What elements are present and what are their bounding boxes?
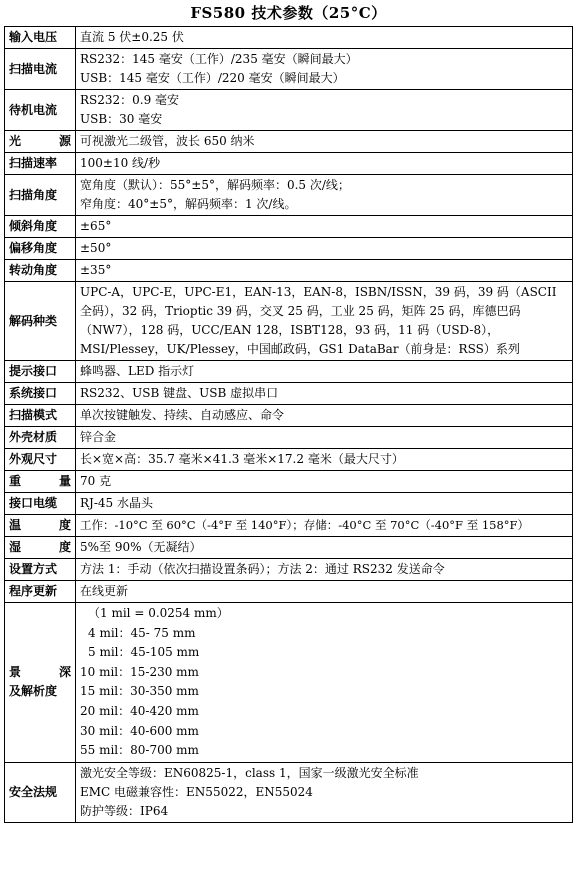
table-row [5, 383, 573, 405]
row-value: 直流 5 伏±0.25 伏 [76, 27, 573, 49]
table-row [5, 559, 573, 581]
row-label: 扫描电流 [5, 49, 76, 90]
row-label: 温 度 [5, 515, 76, 537]
row-value: RS232、USB 键盘、USB 虚拟串口 [76, 383, 573, 405]
row-value: 宽角度（默认）：55°±5°，解码频率：0.5 次/线； 窄角度：40°±5°，解码频率：1 次/线。 [76, 175, 573, 216]
row-label: 设置方式 [5, 559, 76, 581]
row-label: 重 量 [5, 471, 76, 493]
row-label: 待机电流 [5, 90, 76, 131]
table-row [5, 27, 573, 49]
row-value: 5%至 90%（无凝结） [76, 537, 573, 559]
row-label: 景 深 及解析度 [5, 603, 76, 763]
document-title: FS580 技术参数（25°C） [190, 4, 387, 22]
row-value: ±50° [76, 238, 573, 260]
row-value: ±65° [76, 216, 573, 238]
row-label: 倾斜角度 [5, 216, 76, 238]
table-row [5, 581, 573, 603]
row-value: 在线更新 [76, 581, 573, 603]
table-row [5, 515, 573, 537]
spec-table [4, 26, 573, 823]
table-row [5, 90, 573, 131]
row-label: 系统接口 [5, 383, 76, 405]
row-label: 外壳材质 [5, 427, 76, 449]
table-row [5, 405, 573, 427]
row-label: 光 源 [5, 131, 76, 153]
row-label: 扫描速率 [5, 153, 76, 175]
row-value: 长×宽×高：35.7 毫米×41.3 毫米×17.2 毫米（最大尺寸） [76, 449, 573, 471]
row-value: RS232：145 毫安（工作）/235 毫安（瞬间最大） USB：145 毫安（工作）/220 毫安（瞬间最大） [76, 49, 573, 90]
table-row [5, 603, 573, 763]
row-label: 程序更新 [5, 581, 76, 603]
table-row [5, 361, 573, 383]
table-row [5, 493, 573, 515]
row-value: 方法 1：手动（依次扫描设置条码）；方法 2：通过 RS232 发送命令 [76, 559, 573, 581]
row-value: RJ-45 水晶头 [76, 493, 573, 515]
row-value: UPC-A，UPC-E，UPC-E1，EAN-13，EAN-8，ISBN/ISSN，39 码，39 码（ASCII 全码），32 码，Trioptic 39 码，交叉 25 码，工业 25 码，矩阵 25 码，库德巴码（NW7），128 码，UCC/EAN 128，ISBT128，93 码，11 码（USD-8），MSI/Plessey，UK/Plessey，中国邮政码，GS1 DataBar（前身是：RSS）系列 [76, 282, 573, 361]
table-row [5, 282, 573, 361]
table-row [5, 471, 573, 493]
row-label: 偏移角度 [5, 238, 76, 260]
row-value: 100±10 线/秒 [76, 153, 573, 175]
table-row [5, 427, 573, 449]
row-value: ±35° [76, 260, 573, 282]
table-row [5, 537, 573, 559]
row-value: 激光安全等级：EN60825-1，class 1，国家一级激光安全标准 EMC 电磁兼容性：EN55022，EN55024 防护等级：IP64 [76, 762, 573, 822]
row-label: 湿 度 [5, 537, 76, 559]
row-value: 可视激光二级管，波长 650 纳米 [76, 131, 573, 153]
table-row [5, 762, 573, 822]
row-value: 70 克 [76, 471, 573, 493]
row-label: 外观尺寸 [5, 449, 76, 471]
table-row [5, 449, 573, 471]
row-value: 工作：-10°C 至 60°C（-4°F 至 140°F）；存储：-40°C 至 70°C（-40°F 至 158°F） [76, 515, 573, 537]
row-label: 解码种类 [5, 282, 76, 361]
row-value: （1 mil = 0.0254 mm） 4 mil：45- 75 mm 5 mil：45-105 mm 10 mil：15-230 mm 15 mil：30-350 mm 20 mil：40-420 mm 30 mil：40-600 mm 55 mil：80-700 mm [76, 603, 573, 763]
table-row [5, 238, 573, 260]
table-row [5, 153, 573, 175]
table-row [5, 131, 573, 153]
table-row [5, 175, 573, 216]
row-label: 转动角度 [5, 260, 76, 282]
table-row [5, 260, 573, 282]
table-row [5, 49, 573, 90]
row-value: 锌合金 [76, 427, 573, 449]
row-label: 输入电压 [5, 27, 76, 49]
row-value: 单次按键触发、持续、自动感应、命令 [76, 405, 573, 427]
row-label: 扫描角度 [5, 175, 76, 216]
table-row [5, 216, 573, 238]
row-value: 蜂鸣器、LED 指示灯 [76, 361, 573, 383]
row-label: 扫描模式 [5, 405, 76, 427]
row-label: 提示接口 [5, 361, 76, 383]
row-label: 安全法规 [5, 762, 76, 822]
row-label: 接口电缆 [5, 493, 76, 515]
row-value: RS232：0.9 毫安 USB：30 毫安 [76, 90, 573, 131]
